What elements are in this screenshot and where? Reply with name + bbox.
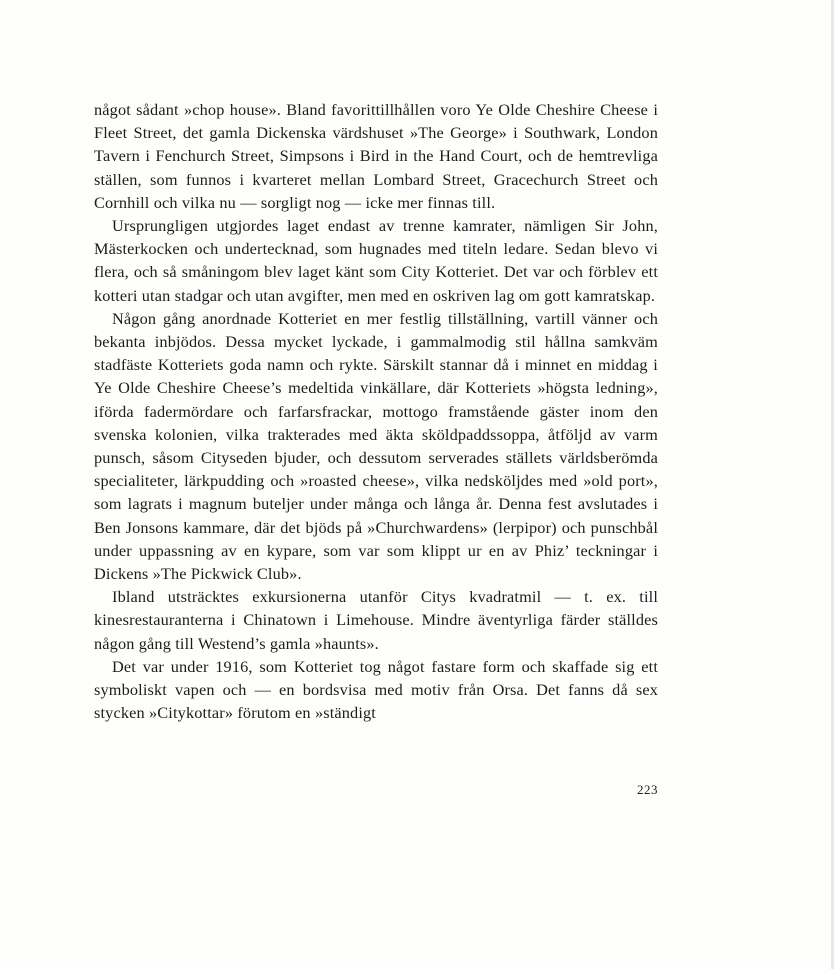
- paragraph-4: Ibland utsträcktes exkursionerna utanför Citys kvadratmil — t. ex. till kinesrestauranterna i Chinatown i Limehouse. Mindre äventyrliga färder ställdes någon gång till Westend’s gamla »haunts».: [94, 587, 658, 653]
- body-text: [94, 98, 658, 724]
- page-number: 223: [637, 782, 658, 797]
- paragraph-3: Någon gång anordnade Kotteriet en mer festlig tillställning, vartill vänner och bekanta inbjödos. Dessa mycket lyckade, i gammalmodig stil hållna samkväm stadfäste Kotteriets goda namn och rykte. Särskilt stannar då i minnet en middag i Ye Olde Cheshire Cheese’s medeltida vinkällare, där Kotteriets »högsta ledning», iförda fadermördare och farfarsfrackar, mottogo framstående gäster inom den svenska kolonien, vilka trakterades med äkta sköldpaddssoppa, åtföljd av varm punsch, såsom Cityseden bjuder, och dessutom serverades ställets världsberömda specialiteter, lärkpudding och »roasted cheese», vilka nedsköljdes med »old port», som lagrats i magnum buteljer under många och långa år. Denna fest avslutades i Ben Jonsons kammare, där det bjöds på »Churchwardens» (lerpipor) och punschbål under uppassning av en kypare, som var som klippt ur en av Phiz’ teckningar i Dickens »The Pickwick Club».: [94, 308, 658, 584]
- paragraph-2: Ursprungligen utgjordes laget endast av trenne kamrater, nämligen Sir John, Mästerkocken och undertecknad, som hugnades med titeln ledare. Sedan blevo vi flera, och så småningom blev laget känt som City Kotteriet. Det var och förblev ett kotteri utan stadgar och utan avgifter, men med en oskriven lag om gott kamratskap.: [94, 216, 658, 305]
- paragraph-1: något sådant »chop house». Bland favorittillhållen voro Ye Olde Cheshire Cheese i Fleet Street, det gamla Dickenska värdshuset »The George» i Southwark, London Tavern i Fenchurch Street, Simpsons i Bird in the Hand Court, och de hemtrevliga ställen, som funnos i kvarteret mellan Lombard Street, Gracechurch Street och Cornhill och vilka nu — sorgligt nog — icke mer finnas till.: [94, 100, 658, 212]
- paragraph-5: Det var under 1916, som Kotteriet tog något fastare form och skaffade sig ett symboliskt vapen och — en bordsvisa med motiv från Orsa. Det fanns då sex stycken »Citykottar» förutom en »ständigt: [94, 656, 658, 723]
